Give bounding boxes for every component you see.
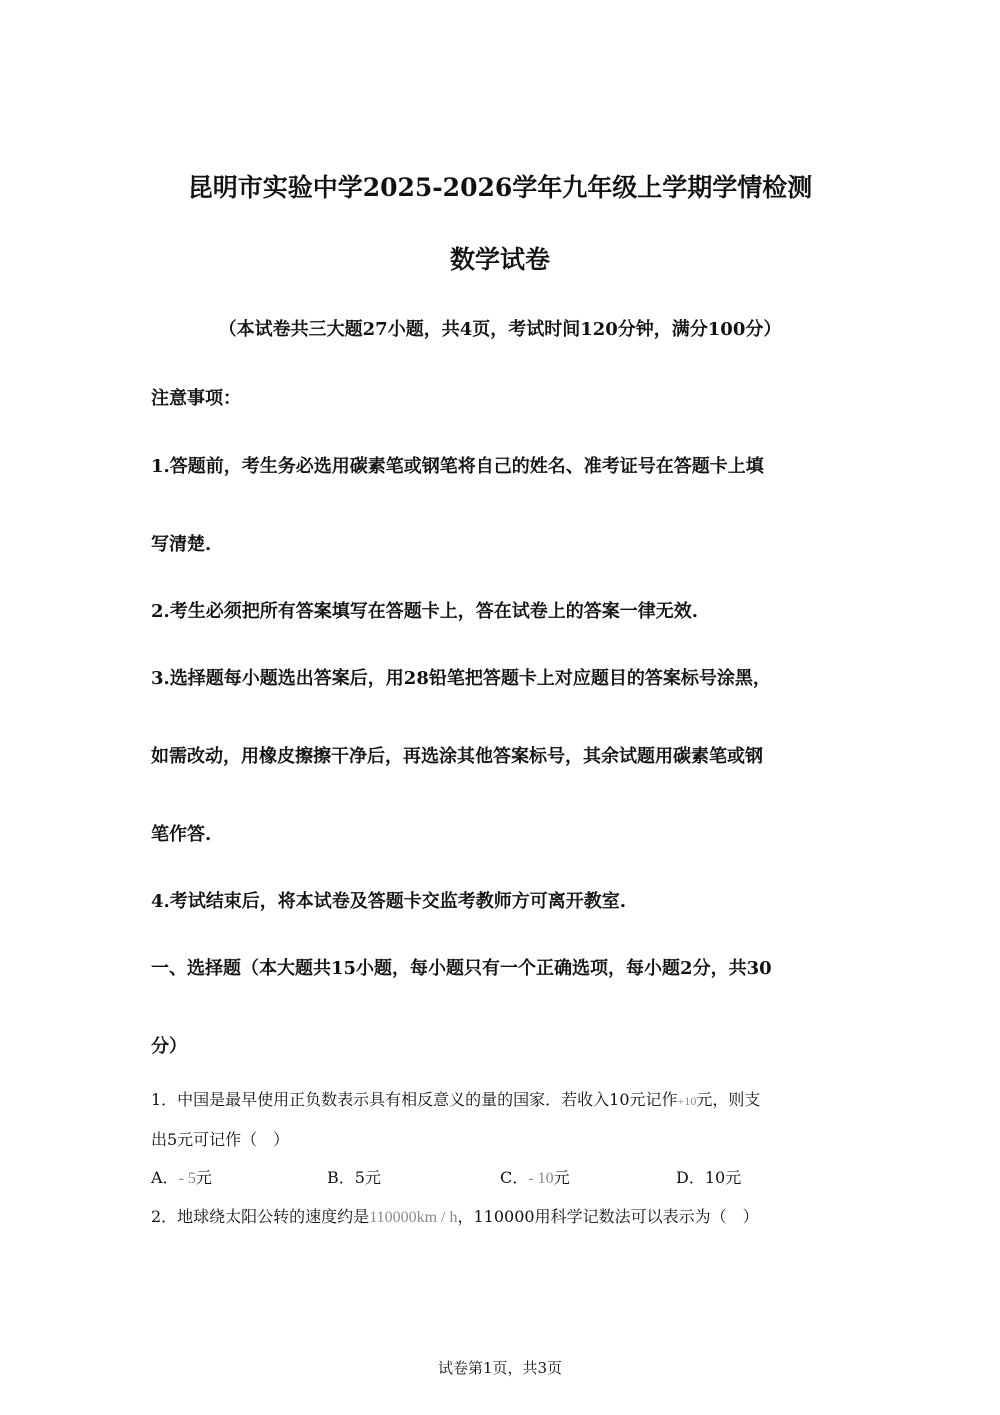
question-1-line-2: 出5元可记作（ ） — [151, 1130, 290, 1149]
note-3-line-3: 笔作答. — [151, 824, 212, 845]
question-2-text-b: ，110000用科学记数法可以表示为（ ） — [457, 1207, 759, 1226]
question-2-math: 110000km / h — [369, 1209, 458, 1226]
exam-subject: 数学试卷 — [449, 245, 550, 274]
exam-title: 昆明市实验中学2025-2026学年九年级上学期学情检测 — [187, 173, 813, 202]
option-a-text: 元 — [195, 1168, 212, 1187]
note-3-line-2: 如需改动，用橡皮擦擦干净后，再选涂其他答案标号，其余试题用碳素笔或钢 — [151, 746, 763, 767]
option-c-letter: C． — [500, 1168, 529, 1187]
option-b-text: 5元 — [354, 1168, 381, 1187]
question-2-line-1 — [151, 1204, 759, 1227]
section-1-heading-line-2: 分） — [151, 1036, 187, 1057]
note-1-line-1: 1.答题前，考生务必选用碳素笔或钢笔将自己的姓名、准考证号在答题卡上填 — [151, 456, 764, 477]
question-1-option-c — [500, 1165, 570, 1188]
question-2-text-a: 2．地球绕太阳公转的速度约是 — [151, 1207, 370, 1226]
note-4: 4.考试结束后，将本试卷及答题卡交监考教师方可离开教室. — [151, 891, 627, 912]
question-1-text-a: 1．中国是最早使用正负数表示具有相反意义的量的国家．若收入10元记作 — [151, 1090, 678, 1109]
option-a-letter: A． — [151, 1168, 179, 1187]
notes-heading: 注意事项： — [151, 388, 241, 409]
question-1-text-b: 元，则支 — [696, 1090, 761, 1109]
section-1-heading-line-1: 一、选择题（本大题共15小题，每小题只有一个正确选项，每小题2分，共30 — [151, 958, 772, 979]
question-1-line-1 — [151, 1087, 760, 1110]
note-2: 2.考生必须把所有答案填写在答题卡上，答在试卷上的答案一律无效. — [151, 601, 699, 622]
exam-info: （本试卷共三大题27小题，共4页，考试时间120分钟，满分100分） — [218, 319, 782, 340]
option-c-math: - 10 — [528, 1170, 554, 1187]
option-a-math: - 5 — [178, 1170, 196, 1187]
note-3-line-1: 3.选择题每小题选出答案后，用28铅笔把答题卡上对应题目的答案标号涂黑， — [151, 668, 771, 689]
question-1-option-d — [676, 1165, 741, 1188]
question-1-option-a — [151, 1165, 212, 1188]
question-1-option-b — [327, 1165, 381, 1188]
option-d-letter: D． — [676, 1168, 705, 1187]
question-1-math: +10 — [677, 1094, 697, 1108]
note-1-line-2: 写清楚. — [151, 534, 212, 555]
page-footer: 试卷第1页，共3页 — [437, 1359, 563, 1377]
option-b-letter: B． — [327, 1168, 355, 1187]
option-c-text: 元 — [553, 1168, 570, 1187]
option-d-text: 10元 — [704, 1168, 742, 1187]
